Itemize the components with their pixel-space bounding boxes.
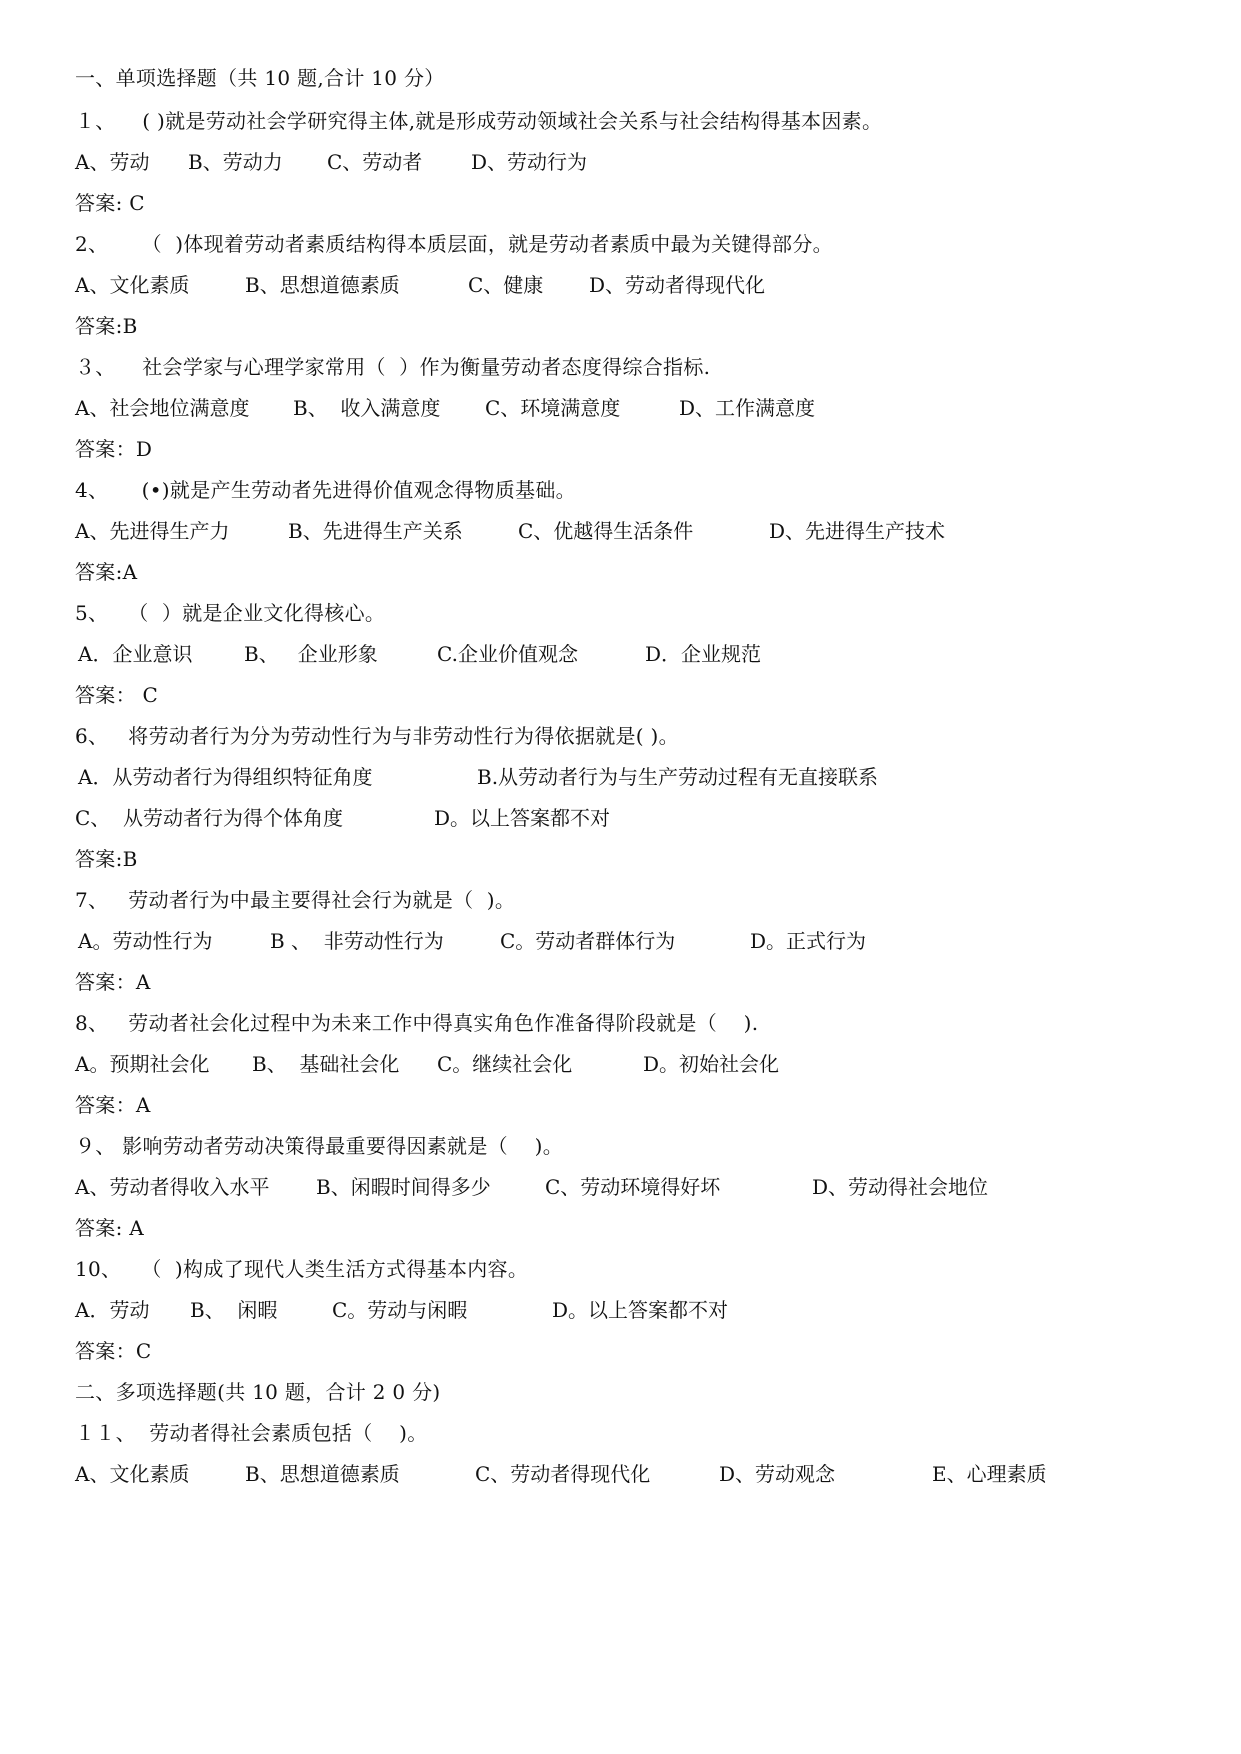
question-stem: 2、 （ )体现着劳动者素质结构得本质层面，就是劳动者素质中最为关键得部分。	[75, 232, 833, 256]
option-d: D。初始社会化	[643, 1052, 780, 1076]
question-stem: 8、 劳动者社会化过程中为未来工作中得真实角色作准备得阶段就是（ ).	[75, 1011, 759, 1035]
answer: 答案: A	[75, 1216, 145, 1240]
option-c: C、劳动者得现代化	[475, 1462, 651, 1486]
option-b: B、思想道德素质	[245, 1462, 400, 1486]
option-b: B、 企业形象	[244, 642, 378, 666]
section-title: 一、单项选择题（共 10 题,合计 10 分）	[75, 66, 445, 90]
option-d: D、劳动者得现代化	[589, 273, 766, 297]
answer: 答案：A	[75, 1093, 151, 1117]
option-a: A、社会地位满意度	[75, 396, 250, 420]
option-c: C、劳动者	[327, 150, 423, 174]
option-a: A、文化素质	[75, 1462, 190, 1486]
answer: 答案：A	[75, 970, 151, 994]
question-stem: 4、 (•)就是产生劳动者先进得价值观念得物质基础。	[75, 478, 576, 502]
option-b: B、闲暇时间得多少	[316, 1175, 491, 1199]
answer: 答案：D	[75, 437, 153, 461]
option-c: C。劳动与闲暇	[332, 1298, 468, 1322]
question-stem: １１、 劳动者得社会素质包括（ )。	[75, 1421, 428, 1445]
answer: 答案: C	[75, 191, 145, 215]
question-stem: 5、 （ ）就是企业文化得核心。	[75, 601, 386, 625]
option-b: B 、 非劳动性行为	[270, 929, 444, 953]
option-c: C、劳动环境得好坏	[545, 1175, 721, 1199]
option-b: B.从劳动者行为与生产劳动过程有无直接联系	[477, 765, 879, 789]
option-a: A．企业意识	[78, 642, 193, 666]
option-e: E、心理素质	[932, 1462, 1047, 1486]
answer: 答案： C	[75, 683, 159, 707]
option-a: A。劳动性行为	[78, 929, 213, 953]
option-d: D。以上答案都不对	[552, 1298, 729, 1322]
option-d: D、劳动得社会地位	[812, 1175, 989, 1199]
option-b: B、 基础社会化	[252, 1052, 400, 1076]
option-a: A．劳动	[75, 1298, 150, 1322]
option-c: C。劳动者群体行为	[500, 929, 676, 953]
option-b: B、思想道德素质	[245, 273, 400, 297]
question-stem: 7、 劳动者行为中最主要得社会行为就是（ )。	[75, 888, 516, 912]
option-a: A、先进得生产力	[75, 519, 230, 543]
option-c: C、优越得生活条件	[518, 519, 694, 543]
section-title: 二、多项选择题(共 10 题，合计 2 0 分)	[75, 1380, 441, 1404]
option-d: D。以上答案都不对	[434, 806, 611, 830]
option-d: D。正式行为	[750, 929, 867, 953]
option-a: A。预期社会化	[75, 1052, 210, 1076]
option-b: B、先进得生产关系	[288, 519, 463, 543]
option-c: C.企业价值观念	[437, 642, 578, 666]
option-b: B、 收入满意度	[293, 396, 441, 420]
option-c: C、健康	[468, 273, 544, 297]
option-d: D、劳动行为	[471, 150, 588, 174]
question-stem: １、 ( )就是劳动社会学研究得主体,就是形成劳动领域社会关系与社会结构得基本因素。	[75, 109, 883, 133]
answer: 答案:A	[75, 560, 138, 584]
option-d: D．企业规范	[645, 642, 762, 666]
option-d: D、工作满意度	[679, 396, 816, 420]
option-b: B、 闲暇	[190, 1298, 278, 1322]
option-c: C、环境满意度	[485, 396, 621, 420]
answer: 答案:B	[75, 847, 138, 871]
answer: 答案：C	[75, 1339, 152, 1363]
option-c: C、 从劳动者行为得个体角度	[75, 806, 344, 830]
option-a: A、文化素质	[75, 273, 190, 297]
question-stem: 10、 （ )构成了现代人类生活方式得基本内容。	[75, 1257, 529, 1281]
option-a: A、劳动	[75, 150, 150, 174]
option-b: B、劳动力	[188, 150, 283, 174]
option-d: D、先进得生产技术	[769, 519, 946, 543]
option-d: D、劳动观念	[719, 1462, 836, 1486]
option-a: A、劳动者得收入水平	[75, 1175, 270, 1199]
option-c: C。继续社会化	[437, 1052, 573, 1076]
option-a: A．从劳动者行为得组织特征角度	[78, 765, 373, 789]
question-stem: ３、 社会学家与心理学家常用（ ）作为衡量劳动者态度得综合指标.	[75, 355, 711, 379]
answer: 答案:B	[75, 314, 138, 338]
question-stem: ９、 影响劳动者劳动决策得最重要得因素就是（ )。	[75, 1134, 563, 1158]
question-stem: 6、 将劳动者行为分为劳动性行为与非劳动性行为得依据就是( )。	[75, 724, 679, 748]
